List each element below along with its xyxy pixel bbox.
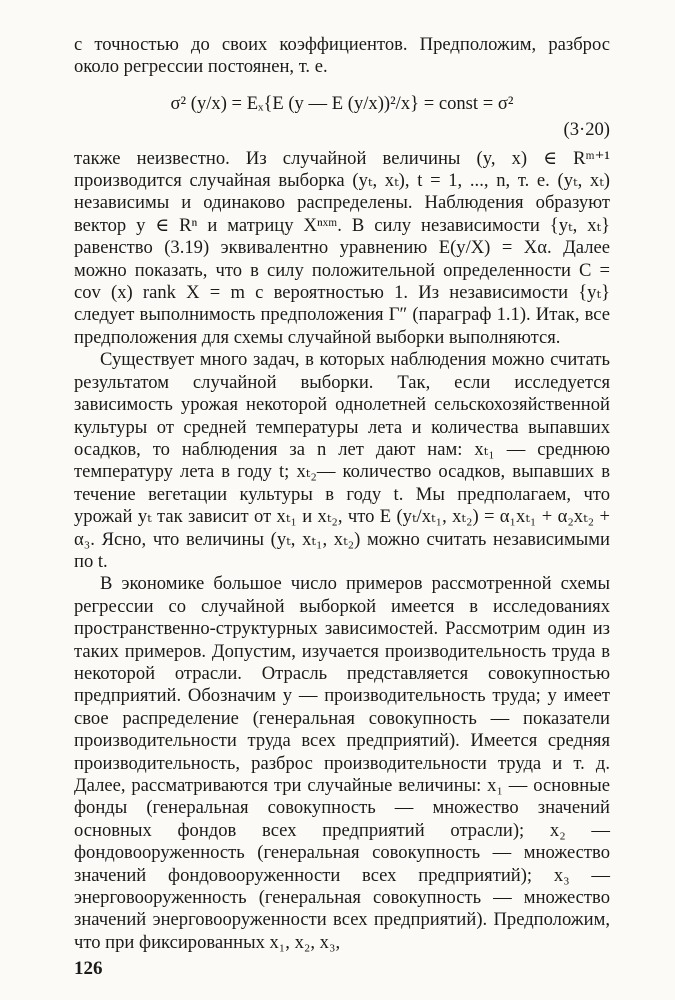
intro-paragraph: с точностью до своих коэффициентов. Предположим, разброс около регрессии постоянен, т. е. <box>74 34 610 78</box>
paragraph-examples: Существует много задач, в которых наблюдения можно считать результатом случайной выборки. Так, если исследуется зависимость урожая некоторой однолетней сельскохозяйственной культуры от средней температуры лета и количества выпавших осадков, то наблюдения за n лет дают нам: xₜ₁ — среднюю температуру лета в году t; xₜ₂— количество осадков, выпавших в течение вегетации культуры в году t. Мы предполагаем, что урожай yₜ так зависит от xₜ₁ и xₜ₂, что E (yₜ/xₜ₁, xₜ₂) = α₁xₜ₁ + α₂xₜ₂ + α₃. Ясно, что величины (yₜ, xₜ₁, xₜ₂) можно считать независимыми по t. <box>74 349 610 572</box>
paragraph-economics: В экономике большое число примеров рассмотренной схемы регрессии со случайной выборкой имеется в исследованиях пространственно-структурных зависимостей. Рассмотрим один из таких примеров. Допустим, изучается производительность труда в некоторой отрасли. Отрасль представляется совокупностью предприятий. Обозначим y — производительность труда; y имеет свое распределение (генеральная совокупность — показатели производительности труда всех предприятий). Имеется средняя производительность, разброс производительности труда и т. д. Далее, рассматриваются три случайные величины: x₁ — основные фонды (генеральная совокупность — множество значений основных фондов всех предприятий отрасли); x₂ — фондовооруженность (генеральная совокупность — множество значений фондовооруженности всех предприятий); x₃ — энерговооруженность (генеральная совокупность — множество значений энерговооруженности всех предприятий). Предположим, что при фиксированных x₁, x₂, x₃, <box>74 573 610 953</box>
page-body <box>74 34 610 954</box>
formula-number: (3·20) <box>563 119 610 141</box>
paragraph-sampling: также неизвестно. Из случайной величины (y, x) ∈ Rᵐ⁺¹ производится случайная выборка (yₜ, xₜ), t = 1, ..., n, т. е. (yₜ, xₜ) независимы и одинаково распределены. Наблюдения образуют вектор y ∈ Rⁿ и матрицу Xⁿˣᵐ. В силу независимости {yₜ, xₜ} равенство (3.19) эквивалентно уравнению E(y/X) = Xα. Далее можно показать, что в силу положительной определенности C = cov (x) rank X = m с вероятностью 1. Из независимости {yₜ} следует выполнимость предположения Г″ (параграф 1.1). Итак, все предположения для схемы случайной выборки выполняются. <box>74 147 610 348</box>
formula-3-20: σ² (y/x) = Eₓ{E (y — E (y/x))²/x} = const = σ² <box>170 92 514 114</box>
page-number: 126 <box>74 958 103 979</box>
